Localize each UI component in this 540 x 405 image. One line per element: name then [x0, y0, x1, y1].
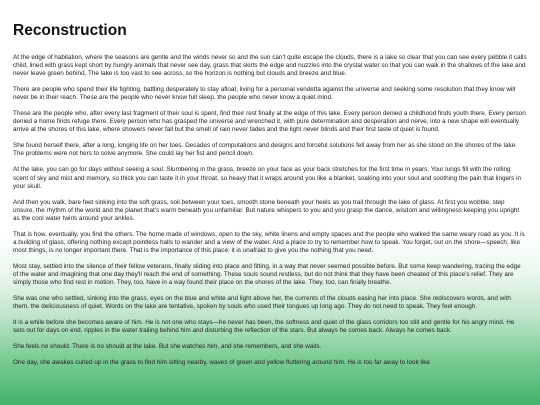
- paragraph: And then you walk, bare feet sinking into the soft grass, soil between your toes, smooth stone beneath your heels as you trail through the lake of glass. At first you wobble, step unsure, the rhythm of the world and the planet that's warm beneath you unfamiliar. But nature whispers to you and you grasp the dance, wisdom and willingness keeping you upright as the cool water twirls around your ankles.: [13, 198, 520, 222]
- page-title: Reconstruction: [13, 22, 127, 39]
- paragraph: She feels no should. There is no should at the lake. But she watches him, and she remembers, and she waits.: [13, 343, 322, 351]
- body-text: [13, 54, 527, 367]
- paragraph: There are people who spend their life fighting, battling desperately to stay afloat, living for a personal vendetta against the universe and seeking some resolution that they know will never be in their reach. These are the people who never know full sleep, the people who never know a quiet mind.: [13, 86, 516, 102]
- paragraph: At the lake, you can go for days without seeing a soul. Slumbering in the grass, breeze on your face as your back stretches for the first time in years. Your lungs fill with the rolling scent of sky and mist and memory, so thick you can taste it in your throat, so heavy that it wraps around you like a blanket, soaking into your soul and soothing the pain that lingers in your skull.: [13, 166, 522, 190]
- paragraph: That is how, eventually, you find the others. The home made of windows, open to the sky, white linens and empty spaces and the people who walked the same weary road as you. It is a building of glass, offering nothing except pointless halls to wander and a view of the water. And a place to try to remember how to speak. You forget, out on the shore—speech, like most things, is no longer important there. That is the importance of this place: it is unafraid to give you the nothing that you need.: [13, 230, 525, 254]
- paragraph: These are the people who, after every last fragment of their soul is spent, find their rest finally at the edge of this lake. Every person denied a childhood finds youth there. Every person denied a home finds refuge there. Every person who has grasped the universe and wrenched it, with pure determination and desperation and nerve, into a new shape will eventually arrive at the shores of this lake, where showers never fall but the smell of rain never fades and the light never blinds and their first taste of quiet is found.: [13, 110, 526, 134]
- paragraph: One day, she awakes curled up in the grass to find him sitting nearby, waves of green and yellow fluttering around him. He is too far away to look like: [13, 359, 430, 367]
- paragraph: She found herself there, after a long, longing life on her toes. Decades of computations and designs and forceful solutions fell away from her as she stood on the shores of the lake. The problems were not hers to solve anymore. She could lay her fist and pencil down.: [13, 142, 517, 158]
- paragraph: It is a while before she becomes aware of him. He is not one who stays—he never has been, the softness and quiet of the glass corridors too still and gentle for his angry mind. He sets out for days on end, ripples in the water trailing behind him and disturbing the reflection of the stars. But always he comes back. Always he comes back.: [13, 319, 515, 335]
- paragraph: At the edge of habitation, where the seasons are gentle and the winds never so and the sun can't quite escape the clouds, there is a lake so clear that you can see every pebble it calls child, lined with grass kept short by hungry animals that never see day, grass that skirts the edge and nuzzles into the crystal water so that you can walk in the shallows of the lake and never leave green behind. The lake is too vast to see across, so the horizon is nothing but clouds and breeze and blue.: [13, 54, 527, 78]
- paragraph: Most stay, settled into the silence of their fellow veterans, finally sliding into place and fitting, in a way that never seemed possible before. But some keep wandering, tracing the edge of the water and imagining that one day they'll reach the end of something. These souls sound restless, but do not think that they have been cheated of this place's relief. They are simply those who find rest in motion. They, too, have in a way found their place on the shores of the lake. They, too, can finally breathe.: [13, 262, 521, 286]
- paragraph: She was one who settled, sinking into the grass, eyes on the blue and white and light above her, the currents of the clouds easing her into place. She rediscovers words, and with them, the deliciousness of quiet. Words on the lake are tentative, spoken by souls who used their tongues up long ago. They do not need to speak. They feel enough.: [13, 295, 511, 311]
